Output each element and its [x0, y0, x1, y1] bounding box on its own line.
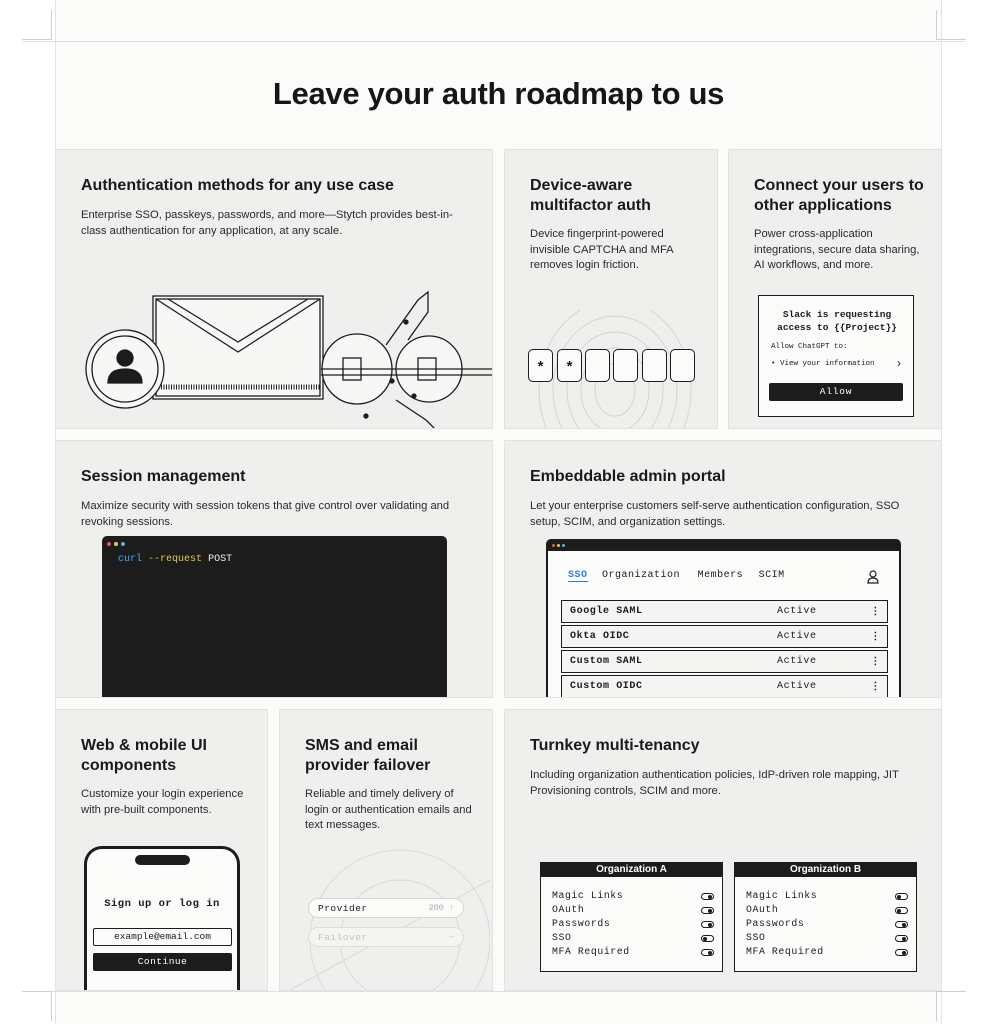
tab-members[interactable]: Members	[697, 570, 744, 581]
card-ui-components	[55, 709, 268, 991]
card-description: Including organization authentication policies, IdP-driven role mapping, JIT Provisioning controls, SCIM and more.	[530, 769, 899, 797]
feature-label: MFA Required	[746, 946, 824, 957]
provider-pill[interactable]	[308, 898, 464, 918]
table-row[interactable]	[561, 625, 888, 648]
card-title: Authentication methods for any use case	[81, 177, 394, 194]
auth-illustration	[56, 280, 493, 429]
card-mfa	[504, 149, 718, 429]
feature-toggle[interactable]	[895, 893, 908, 900]
org-card-a	[540, 862, 723, 972]
card-title: Device-aware multifactor auth	[530, 177, 651, 214]
portal-tabs	[568, 570, 785, 581]
corner-mark	[22, 991, 52, 1021]
code-flag: --request	[148, 554, 203, 565]
card-description: Device fingerprint-powered invisible CAPTCHA and MFA removes login friction.	[530, 228, 674, 271]
email-field[interactable]: example@email.com	[93, 928, 232, 946]
card-title: Embeddable admin portal	[530, 468, 726, 485]
window-titlebar	[548, 541, 899, 551]
card-description: Customize your login experience with pre-built components.	[81, 788, 244, 816]
feature-label: SSO	[552, 932, 572, 943]
otp-digit[interactable]: *	[557, 349, 582, 382]
org-name: Organization A	[541, 863, 722, 877]
key-icon	[321, 292, 493, 429]
more-icon[interactable]: ⋮	[870, 607, 881, 618]
feature-toggle[interactable]	[895, 949, 908, 956]
card-multitenancy	[504, 709, 942, 991]
envelope-icon	[153, 296, 323, 399]
page-title: Leave your auth roadmap to us	[272, 76, 725, 111]
row-name: Custom OIDC	[570, 681, 643, 692]
phone-notch	[135, 855, 190, 865]
feature-label: OAuth	[746, 904, 779, 915]
feature-toggle[interactable]	[701, 935, 714, 942]
provider-status: 200 ↑	[428, 903, 454, 913]
corner-mark	[936, 10, 966, 40]
row-status: Active	[777, 656, 817, 667]
card-sessions	[55, 440, 493, 698]
provider-label: Provider	[318, 903, 368, 914]
user-avatar-icon	[86, 330, 164, 408]
feature-label: Passwords	[552, 918, 611, 929]
feature-toggle[interactable]	[895, 935, 908, 942]
otp-digit[interactable]	[585, 349, 610, 382]
more-icon[interactable]: ⋮	[870, 632, 881, 643]
card-title: Web & mobile UI components	[81, 737, 207, 774]
feature-label: OAuth	[552, 904, 585, 915]
top-divider	[22, 41, 965, 42]
more-icon[interactable]: ⋮	[870, 682, 881, 693]
card-description: Power cross-application integrations, secure data sharing, AI workflows, and more.	[754, 228, 920, 271]
code-terminal	[102, 536, 447, 698]
otp-digit[interactable]: *	[528, 349, 553, 382]
card-description: Let your enterprise customers self-serve authentication configuration, SSO setup, SCIM, and organization settings.	[530, 500, 900, 528]
phone-mockup	[84, 846, 240, 991]
card-title: SMS and email provider failover	[305, 737, 431, 774]
row-status: Active	[777, 606, 817, 617]
row-name: Custom SAML	[570, 656, 643, 667]
admin-portal-window	[546, 539, 901, 698]
card-title: Connect your users to other applications	[754, 177, 924, 214]
card-description: Maximize security with session tokens that give control over validating and revoking sessions.	[81, 500, 450, 528]
continue-button[interactable]: Continue	[93, 953, 232, 971]
oauth-consent-dialog	[758, 295, 914, 417]
otp-digit[interactable]	[642, 349, 667, 382]
allow-button[interactable]: Allow	[769, 383, 903, 401]
failover-status: —	[448, 932, 454, 942]
otp-digit[interactable]	[613, 349, 638, 382]
table-row[interactable]	[561, 600, 888, 623]
row-status: Active	[777, 681, 817, 692]
card-connect	[728, 149, 942, 429]
feature-label: SSO	[746, 932, 766, 943]
card-failover	[279, 709, 493, 991]
window-dot	[107, 542, 111, 546]
card-title: Session management	[81, 468, 246, 485]
code-command: curl	[118, 554, 143, 565]
feature-toggle[interactable]	[701, 949, 714, 956]
tab-organization[interactable]: Organization	[602, 570, 681, 581]
login-heading: Sign up or log in	[104, 898, 220, 910]
corner-mark	[22, 10, 52, 40]
row-status: Active	[777, 631, 817, 642]
feature-label: Magic Links	[552, 890, 624, 901]
feature-toggle[interactable]	[701, 907, 714, 914]
feature-toggle[interactable]	[701, 921, 714, 928]
table-row[interactable]	[561, 650, 888, 673]
window-dot	[114, 542, 118, 546]
feature-toggle[interactable]	[895, 921, 908, 928]
dialog-heading: Slack is requesting access to {{Project}}	[777, 309, 897, 333]
org-card-b	[734, 862, 917, 972]
card-auth-methods	[55, 149, 493, 429]
window-dot	[121, 542, 125, 546]
feature-toggle[interactable]	[895, 907, 908, 914]
otp-input-group[interactable]	[528, 349, 698, 383]
bottom-divider	[22, 991, 965, 992]
table-row[interactable]	[561, 675, 888, 698]
feature-label: MFA Required	[552, 946, 630, 957]
more-icon[interactable]: ⋮	[870, 657, 881, 668]
user-icon[interactable]	[867, 570, 879, 584]
card-description: Enterprise SSO, passkeys, passwords, and more—Stytch provides best-in-class authentication for any application, at any scale.	[81, 209, 453, 237]
card-description: Reliable and timely delivery of login or authentication emails and text messages.	[305, 788, 472, 831]
failover-pill[interactable]	[308, 927, 464, 947]
corner-mark	[936, 991, 966, 1021]
row-name: Google SAML	[570, 606, 643, 617]
feature-label: Passwords	[746, 918, 805, 929]
code-line	[118, 554, 232, 565]
feature-toggle[interactable]	[701, 893, 714, 900]
otp-digit[interactable]	[670, 349, 695, 382]
chevron-right-icon: ›	[897, 356, 901, 370]
org-name: Organization B	[735, 863, 916, 877]
allow-text: Allow ChatGPT to:	[771, 343, 848, 351]
row-name: Okta OIDC	[570, 631, 630, 642]
card-title: Turnkey multi-tenancy	[530, 737, 700, 754]
feature-label: Magic Links	[746, 890, 818, 901]
failover-label: Failover	[318, 932, 368, 943]
code-method: POST	[208, 554, 233, 565]
tab-sso[interactable]: SSO	[568, 570, 588, 581]
card-admin-portal	[504, 440, 942, 698]
tab-scim[interactable]: SCIM	[758, 570, 785, 581]
permission-item[interactable]: • View your information	[771, 360, 875, 368]
